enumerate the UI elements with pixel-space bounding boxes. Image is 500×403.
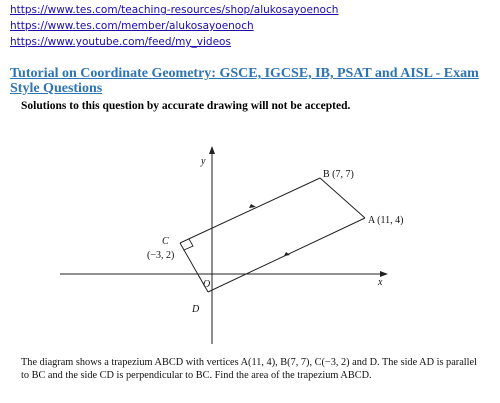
y-axis-label: y [201,156,206,167]
origin-label: O [203,279,211,290]
tes-shop-link[interactable]: https://www.tes.com/teaching-resources/shop/alukosayoenoch [10,4,339,16]
tutorial-title: Tutorial on Coordinate Geometry: GSCE, IGCSE, IB, PSAT and AISL - Exam Style Questions [10,66,479,96]
y-axis-arrow [209,146,215,154]
tes-member-link[interactable]: https://www.tes.com/member/alukosayoenoch [10,20,254,32]
side-ba [320,178,365,218]
youtube-link[interactable]: https://www.youtube.com/feed/my_videos [10,36,231,48]
parallel-arrow-bc [249,204,256,208]
point-c-label: C [162,236,169,247]
point-d-label: D [192,304,200,315]
side-bc [180,178,320,243]
x-axis-label: x [378,277,383,288]
point-c-coords: (−3, 2) [147,250,175,261]
instruction-text: Solutions to this question by accurate drawing will not be accepted. [21,100,351,112]
point-a-label: A (11, 4) [368,215,404,226]
problem-text: The diagram shows a trapezium ABCD with vertices A(11, 4), B(7, 7), C(−3, 2) and D. The side AD is parallel to BC and the side CD is perpendicular to BC. Find the area of the trapezium ABCD. [21,357,477,381]
point-b-label: B (7, 7) [323,169,354,180]
